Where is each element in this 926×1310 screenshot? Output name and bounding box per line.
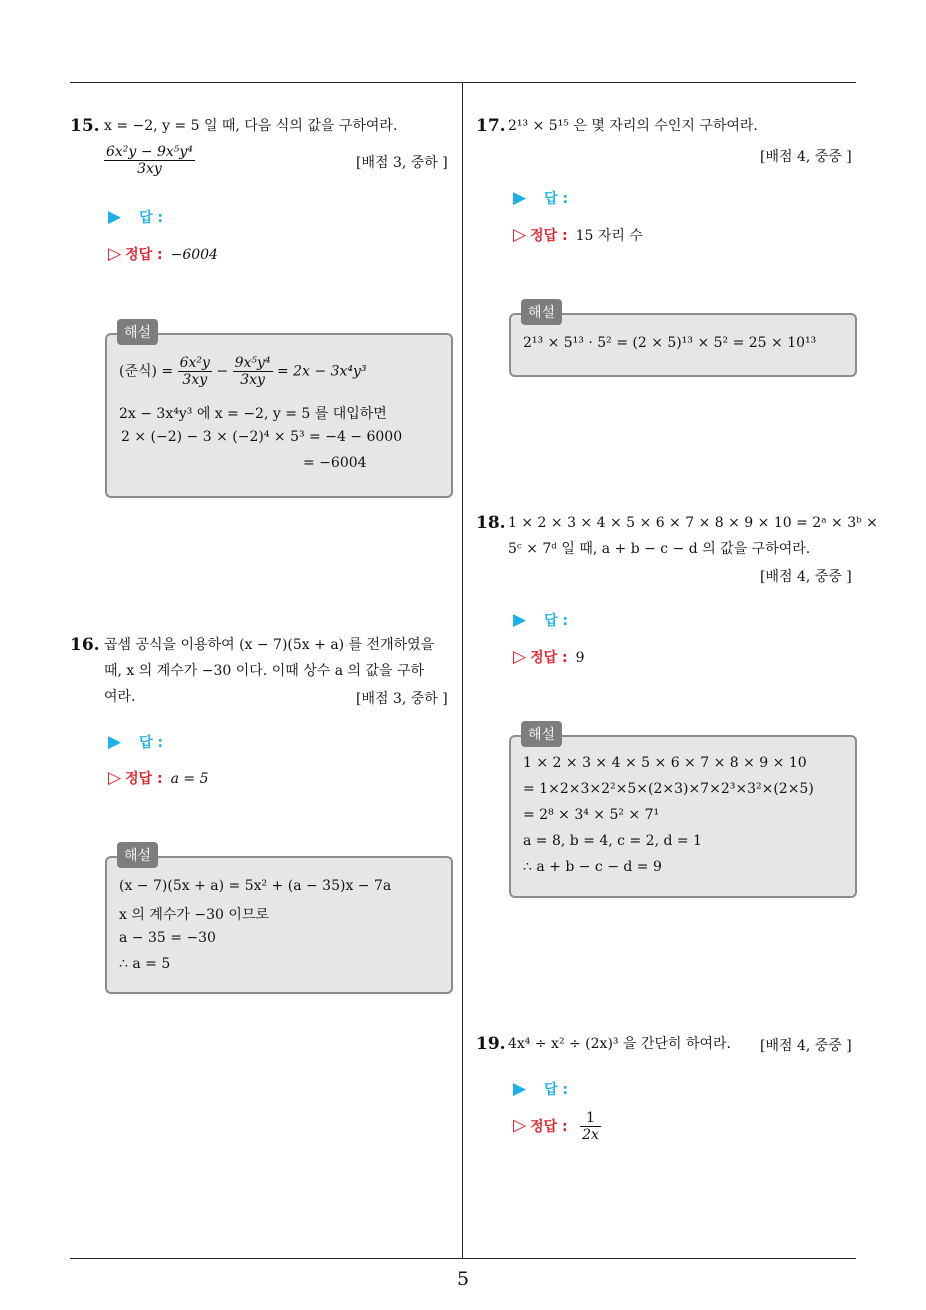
- correct-answer-row: [108, 244, 218, 264]
- question-text: 2¹³ × 5¹⁵ 은 몇 자리의 수인지 구하여라.: [508, 118, 758, 134]
- solution-line: x 의 계수가 −30 이므로: [119, 907, 269, 923]
- answer-label: 답 :: [544, 191, 569, 207]
- column-divider: [462, 83, 463, 1259]
- correct-value-fraction: [580, 1110, 601, 1143]
- triangle-outline-icon: ▷: [108, 244, 122, 264]
- play-icon: ▶: [108, 732, 122, 752]
- question-text: 4x⁴ ÷ x² ÷ (2x)³ 을 간단히 하여라.: [508, 1036, 731, 1052]
- solution-line: = 1×2×3×2²×5×(2×3)×7×2³×3²×(2×5): [523, 781, 814, 797]
- solution-tag: 해설: [117, 842, 158, 868]
- solution-line: a = 8, b = 4, c = 2, d = 1: [523, 833, 702, 849]
- score-tag: [배점 3, 중하 ]: [356, 155, 448, 171]
- solution-line: a − 35 = −30: [119, 930, 216, 946]
- correct-label: 정답 :: [530, 228, 568, 244]
- solution-line: = 2⁸ × 3⁴ × 5² × 7¹: [523, 807, 660, 823]
- score-tag: [배점 4, 중중 ]: [760, 149, 852, 165]
- question-number: 16.: [70, 635, 100, 655]
- solution-line: ∴ a = 5: [119, 956, 171, 972]
- play-icon: ▶: [108, 207, 122, 227]
- solution-line: = −6004: [303, 455, 367, 471]
- question-number: 15.: [70, 116, 100, 136]
- correct-answer-row: [513, 647, 585, 667]
- correct-value: 9: [575, 650, 585, 666]
- question-expression: [104, 144, 195, 177]
- solution-line: 2 × (−2) − 3 × (−2)⁴ × 5³ = −4 − 6000: [121, 429, 403, 445]
- question-text: x = −2, y = 5 일 때, 다음 식의 값을 구하여라.: [104, 118, 398, 134]
- solution-line: 2x − 3x⁴y³ 에 x = −2, y = 5 를 대입하면: [119, 406, 387, 422]
- answer-row: [513, 1079, 568, 1099]
- correct-label: 정답 :: [125, 247, 163, 263]
- page-number: 5: [456, 1268, 470, 1290]
- correct-answer-row: [513, 1110, 601, 1143]
- question-number: 18.: [476, 513, 506, 533]
- question-text-line: 5ᶜ × 7ᵈ 일 때, a + b − c − d 의 값을 구하여라.: [508, 541, 811, 557]
- solution-line: ∴ a + b − c − d = 9: [523, 859, 662, 875]
- solution-box: [509, 305, 857, 377]
- answer-row: [108, 207, 163, 227]
- solution-line: 1 × 2 × 3 × 4 × 5 × 6 × 7 × 8 × 9 × 10: [523, 755, 807, 771]
- question-text-line: 여라.: [104, 689, 136, 705]
- correct-value: −6004: [170, 247, 218, 263]
- play-icon: ▶: [513, 188, 527, 208]
- score-tag: [배점 3, 중하 ]: [356, 691, 448, 707]
- solution-line: 2¹³ × 5¹³ · 5² = (2 × 5)¹³ × 5² = 25 × 10¹³: [523, 335, 817, 351]
- solution-line: (준식) = $\frac{\text{6x²y}}{3xy}$ − $\frac{\text{9x⁵y⁴}}{3xy}$ = 2x − 3x⁴y³: [119, 355, 367, 388]
- solution-tag: 해설: [521, 299, 562, 325]
- answer-row: [513, 610, 568, 630]
- question-text-line: 1 × 2 × 3 × 4 × 5 × 6 × 7 × 8 × 9 × 10 = 2ᵃ × 3ᵇ ×: [508, 515, 878, 531]
- solution-box: [509, 727, 857, 898]
- question-number: 17.: [476, 116, 506, 136]
- solution-tag: 해설: [521, 721, 562, 747]
- question-text-line: 때, x 의 계수가 −30 이다. 이때 상수 a 의 값을 구하: [104, 663, 425, 679]
- correct-value: 15 자리 수: [575, 228, 643, 244]
- top-rule: [70, 82, 856, 83]
- score-tag: [배점 4, 중중 ]: [760, 1038, 852, 1054]
- answer-label: 답 :: [139, 735, 164, 751]
- fraction-numerator: 1: [580, 1110, 601, 1127]
- answer-label: 답 :: [139, 210, 164, 226]
- answer-label: 답 :: [544, 1082, 569, 1098]
- triangle-outline-icon: ▷: [513, 225, 527, 245]
- correct-answer-row: [513, 225, 643, 245]
- correct-label: 정답 :: [125, 771, 163, 787]
- expression-numerator: 6x²y − 9x⁵y⁴: [106, 144, 193, 160]
- triangle-outline-icon: ▷: [513, 647, 527, 667]
- expression-denominator: 3xy: [137, 161, 162, 177]
- solution-tag: 해설: [117, 319, 158, 345]
- answer-row: [108, 732, 163, 752]
- play-icon: ▶: [513, 610, 527, 630]
- score-tag: [배점 4, 중중 ]: [760, 569, 852, 585]
- answer-row: [513, 188, 568, 208]
- play-icon: ▶: [513, 1079, 527, 1099]
- triangle-outline-icon: ▷: [108, 768, 122, 788]
- bottom-rule: [70, 1258, 856, 1259]
- solution-line: (x − 7)(5x + a) = 5x² + (a − 35)x − 7a: [119, 878, 392, 894]
- triangle-outline-icon: ▷: [513, 1115, 527, 1136]
- solution-box: [105, 325, 453, 498]
- solution-box: [105, 848, 453, 994]
- correct-value: a = 5: [170, 771, 209, 787]
- correct-answer-row: [108, 768, 209, 788]
- answer-label: 답 :: [544, 613, 569, 629]
- question-text-line: 곱셈 공식을 이용하여 (x − 7)(5x + a) 를 전개하였을: [104, 637, 435, 653]
- correct-label: 정답 :: [530, 1118, 568, 1135]
- fraction-denominator: 2x: [582, 1127, 599, 1143]
- question-number: 19.: [476, 1034, 506, 1054]
- correct-label: 정답 :: [530, 650, 568, 666]
